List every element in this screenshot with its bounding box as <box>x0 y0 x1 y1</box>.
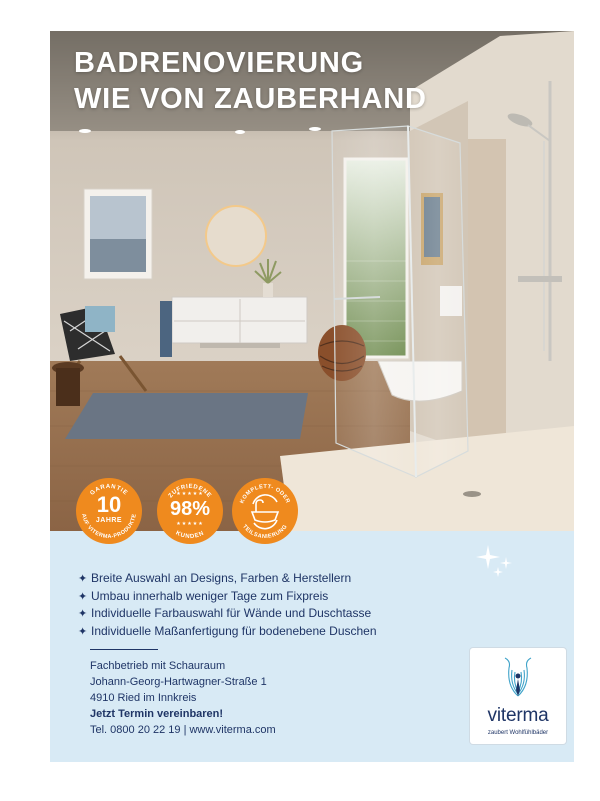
renovation-badge <box>232 478 298 544</box>
feature-text: Umbau innerhalb weniger Tage zum Fixpreis <box>91 588 329 603</box>
contact-line-showroom: Fachbetrieb mit Schauraum <box>90 660 226 672</box>
guarantee-badge-unit: JAHRE <box>95 517 123 524</box>
satisfaction-badge-top: ZUFRIEDENE <box>167 483 213 500</box>
headline-line-1: BADRENOVIERUNG <box>74 47 364 79</box>
viterma-logo <box>470 648 566 744</box>
renovation-badge-top: KOMPLETT- ODER <box>239 483 291 505</box>
sparkle-bullet-icon: ✦ <box>78 573 88 585</box>
list-item <box>78 623 377 641</box>
feature-text: Breite Auswahl an Designs, Farben & Herstellern <box>91 571 352 585</box>
logo-brand: viterma <box>487 705 549 726</box>
headline <box>74 45 427 117</box>
star-rating-icon-lower: ★★★★★ <box>176 521 204 527</box>
list-item <box>78 588 377 606</box>
renovation-badge-bottom: TEILSANIERUNG <box>241 523 289 541</box>
list-item <box>78 570 377 588</box>
feature-text: Individuelle Farbauswahl für Wände und Duschtasse <box>91 606 372 620</box>
feature-list <box>78 570 377 640</box>
svg-text:KUNDEN <box>175 530 206 540</box>
angel-wings-logo-icon <box>501 656 535 702</box>
contact-line-street: Johann-Georg-Hartwagner-Straße 1 <box>90 676 267 688</box>
contact-line-city: 4910 Ried im Innkreis <box>90 692 197 704</box>
advertisement <box>50 31 574 762</box>
bathroom-photo <box>50 31 574 531</box>
guarantee-badge-value: 10 <box>96 492 122 517</box>
svg-text:TEILSANIERUNG <box>241 524 289 540</box>
satisfaction-badge-bottom: KUNDEN <box>174 530 206 541</box>
headline-line-2: WIE VON ZAUBERHAND <box>74 83 427 115</box>
divider <box>90 649 158 650</box>
satisfaction-badge-value: 98% <box>169 498 211 520</box>
appointment-cta: Jetzt Termin vereinbaren! <box>90 708 224 720</box>
contact-block <box>90 658 276 738</box>
renovation-badge-ring <box>232 478 298 544</box>
sparkle-icon <box>474 543 518 579</box>
phone-and-website[interactable]: Tel. 0800 20 22 19 | www.viterma.com <box>90 724 276 736</box>
guarantee-badge-top: GARANTIE <box>89 483 129 497</box>
star-rating-icon: ★★★★★ <box>176 491 204 497</box>
list-item <box>78 605 377 623</box>
sparkle-bullet-icon: ✦ <box>78 608 88 620</box>
feature-text: Individuelle Maßanfertigung für bodenebene Duschen <box>91 623 377 638</box>
logo-tagline: zaubert Wohlfühlbäder <box>487 730 549 736</box>
satisfaction-badge <box>157 478 223 544</box>
sparkle-bullet-icon: ✦ <box>78 590 88 603</box>
guarantee-badge-bottom: AUF VITERMA-PRODUKTE <box>80 513 138 541</box>
guarantee-badge <box>76 478 142 544</box>
bathtub-icon <box>252 495 278 529</box>
sparkle-bullet-icon: ✦ <box>78 625 88 638</box>
